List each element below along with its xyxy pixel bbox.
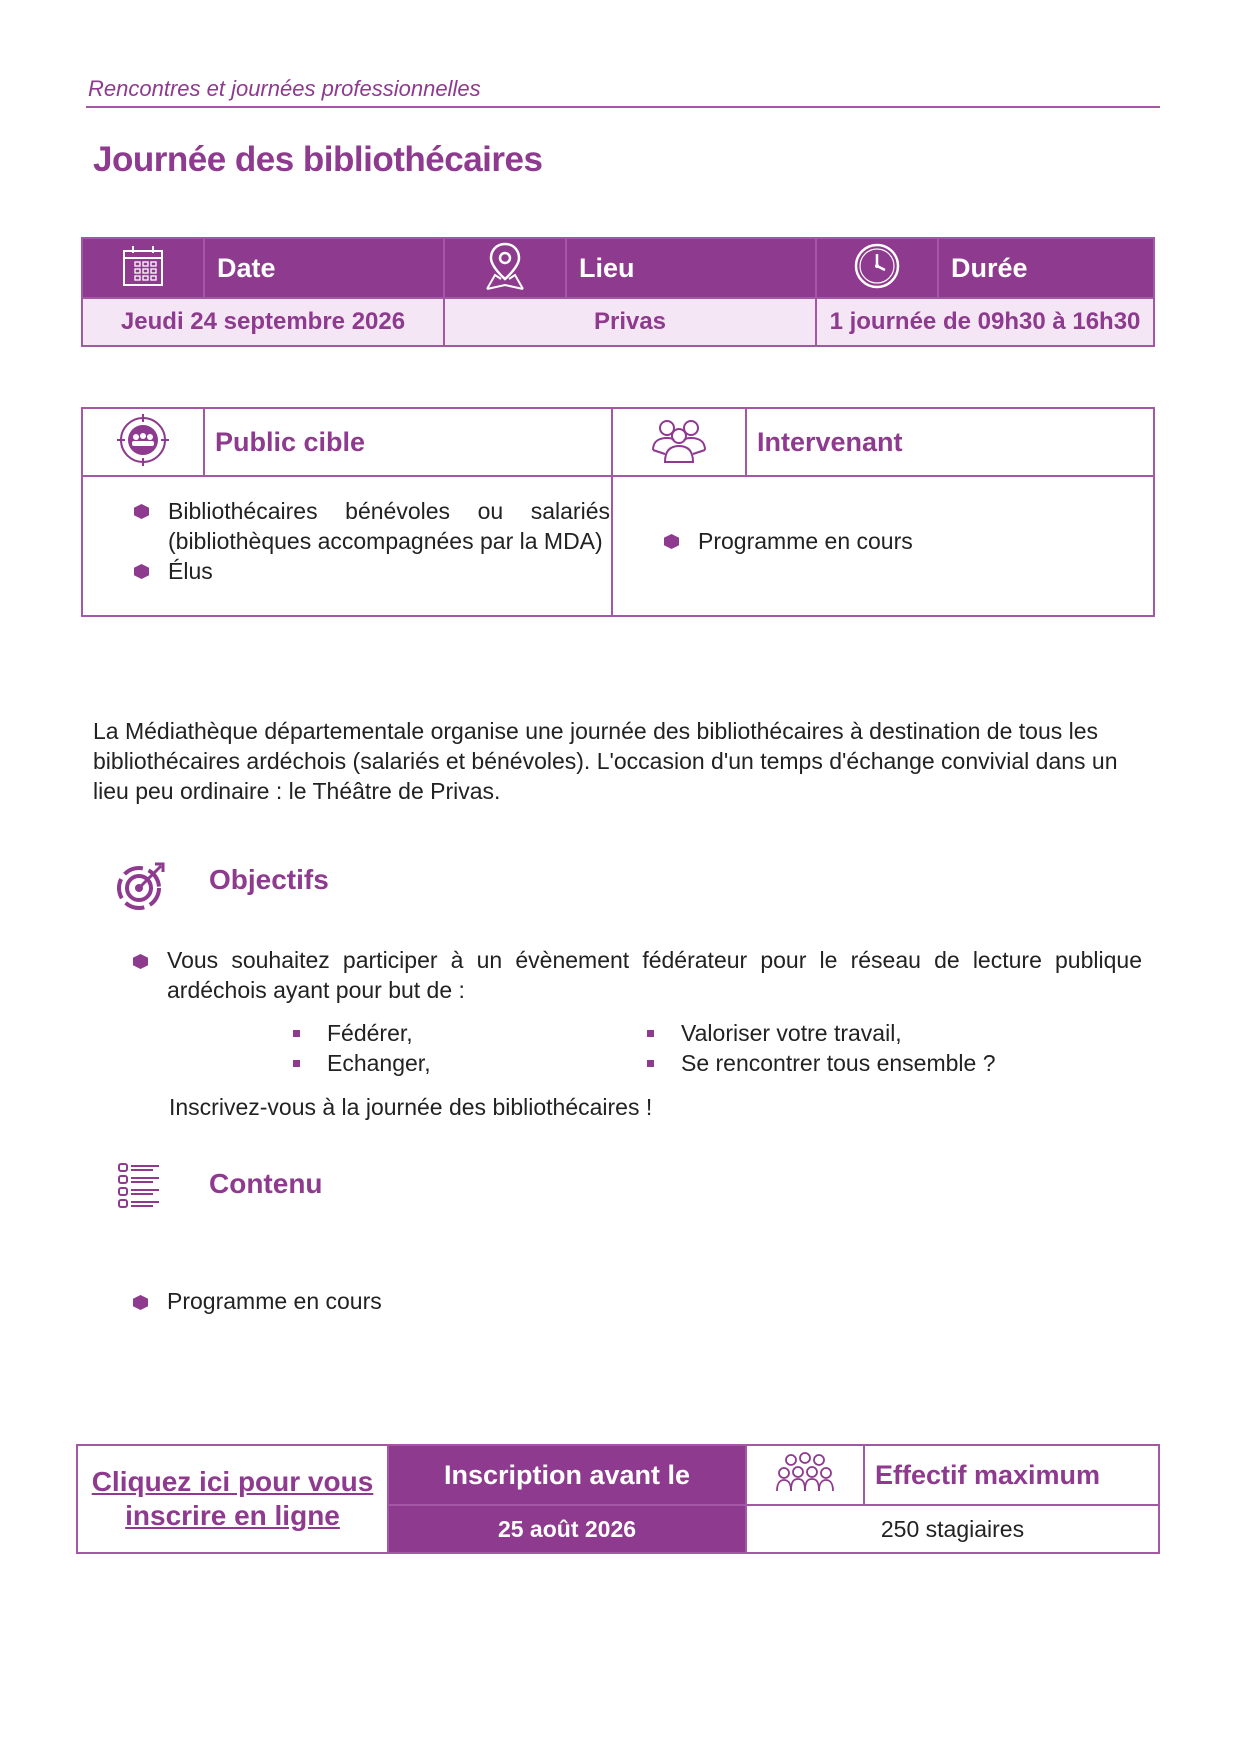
objectifs-cta: Inscrivez-vous à la journée des bibliothécaires ! [169, 1094, 653, 1120]
clock-icon [853, 242, 901, 290]
register-link[interactable] [78, 1465, 387, 1533]
public-icon-cell [82, 408, 204, 476]
bullet-icon [134, 564, 149, 579]
category-heading: Rencontres et journées professionnelles [88, 76, 481, 101]
contenu-heading: Contenu [209, 1168, 323, 1199]
bullet-icon [664, 534, 679, 549]
duree-label: Durée [938, 238, 1154, 298]
intervenant-content-cell [612, 476, 1154, 616]
public-item: Bibliothécaires bénévoles ou salariés (bibliothèques accompagnées par la MDA) [168, 498, 610, 554]
goal-item: Echanger, [327, 1050, 431, 1076]
duree-icon-cell [816, 238, 938, 298]
intervenant-label: Intervenant [757, 426, 903, 457]
crowd-icon [776, 1451, 834, 1495]
calendar-icon [121, 243, 165, 289]
goal-item: Fédérer, [327, 1020, 413, 1046]
deadline-label: Inscription avant le [388, 1445, 746, 1505]
lieu-icon-cell [444, 238, 566, 298]
effectif-value: 250 stagiaires [746, 1505, 1159, 1553]
duree-value: 1 journée de 09h30 à 16h30 [816, 298, 1154, 346]
public-label-cell [204, 408, 612, 476]
contenu-item: Programme en cours [167, 1288, 382, 1314]
square-bullet-icon [647, 1060, 654, 1067]
date-value: Jeudi 24 septembre 2026 [82, 298, 444, 346]
square-bullet-icon [647, 1030, 654, 1037]
checklist-icon [117, 1162, 161, 1208]
info-table [81, 237, 1155, 347]
lieu-label: Lieu [566, 238, 816, 298]
register-link-line1[interactable]: Cliquez ici pour vous [91, 1466, 374, 1497]
effectif-label-cell [864, 1445, 1159, 1505]
register-link-cell[interactable] [77, 1445, 388, 1553]
square-bullet-icon [293, 1060, 300, 1067]
intervenant-icon-cell [612, 408, 746, 476]
header-divider [86, 106, 1160, 108]
deadline-value: 25 août 2026 [388, 1505, 746, 1553]
effectif-label: Effectif maximum [875, 1459, 1101, 1490]
register-link-line2[interactable]: inscrire en ligne [125, 1500, 340, 1531]
date-label: Date [204, 238, 444, 298]
bullet-icon [133, 954, 148, 969]
location-pin-icon [483, 241, 527, 291]
goal-item: Se rencontrer tous ensemble ? [681, 1050, 996, 1076]
target-arrow-icon [115, 860, 167, 912]
registration-table [76, 1444, 1160, 1554]
lieu-value: Privas [444, 298, 816, 346]
objectifs-lead: Vous souhaitez participer à un évènement fédérateur pour le réseau de lecture publique ardéchois ayant pour but de : [167, 947, 1142, 1003]
objectifs-heading: Objectifs [209, 864, 329, 895]
public-label: Public cible [215, 426, 366, 457]
date-icon-cell [82, 238, 204, 298]
page-title: Journée des bibliothécaires [93, 140, 543, 179]
public-content-cell [82, 476, 612, 616]
public-item: Élus [168, 558, 213, 584]
target-people-icon [116, 413, 170, 467]
audience-table [81, 407, 1155, 617]
group-icon [647, 416, 711, 464]
square-bullet-icon [293, 1030, 300, 1037]
bullet-icon [133, 1295, 148, 1310]
goal-item: Valoriser votre travail, [681, 1020, 902, 1046]
bullet-icon [134, 504, 149, 519]
intro-paragraph: La Médiathèque départementale organise une journée des bibliothécaires à destination de tous les bibliothécaires ardéchois (salariés et bénévoles). L'occasion d'un temps d'échange convivial dans un lieu peu ordinaire : le Théâtre de Privas. [93, 718, 1118, 804]
intervenant-label-cell [746, 408, 1154, 476]
intervenant-item: Programme en cours [698, 528, 913, 554]
effectif-icon-cell [746, 1445, 864, 1505]
